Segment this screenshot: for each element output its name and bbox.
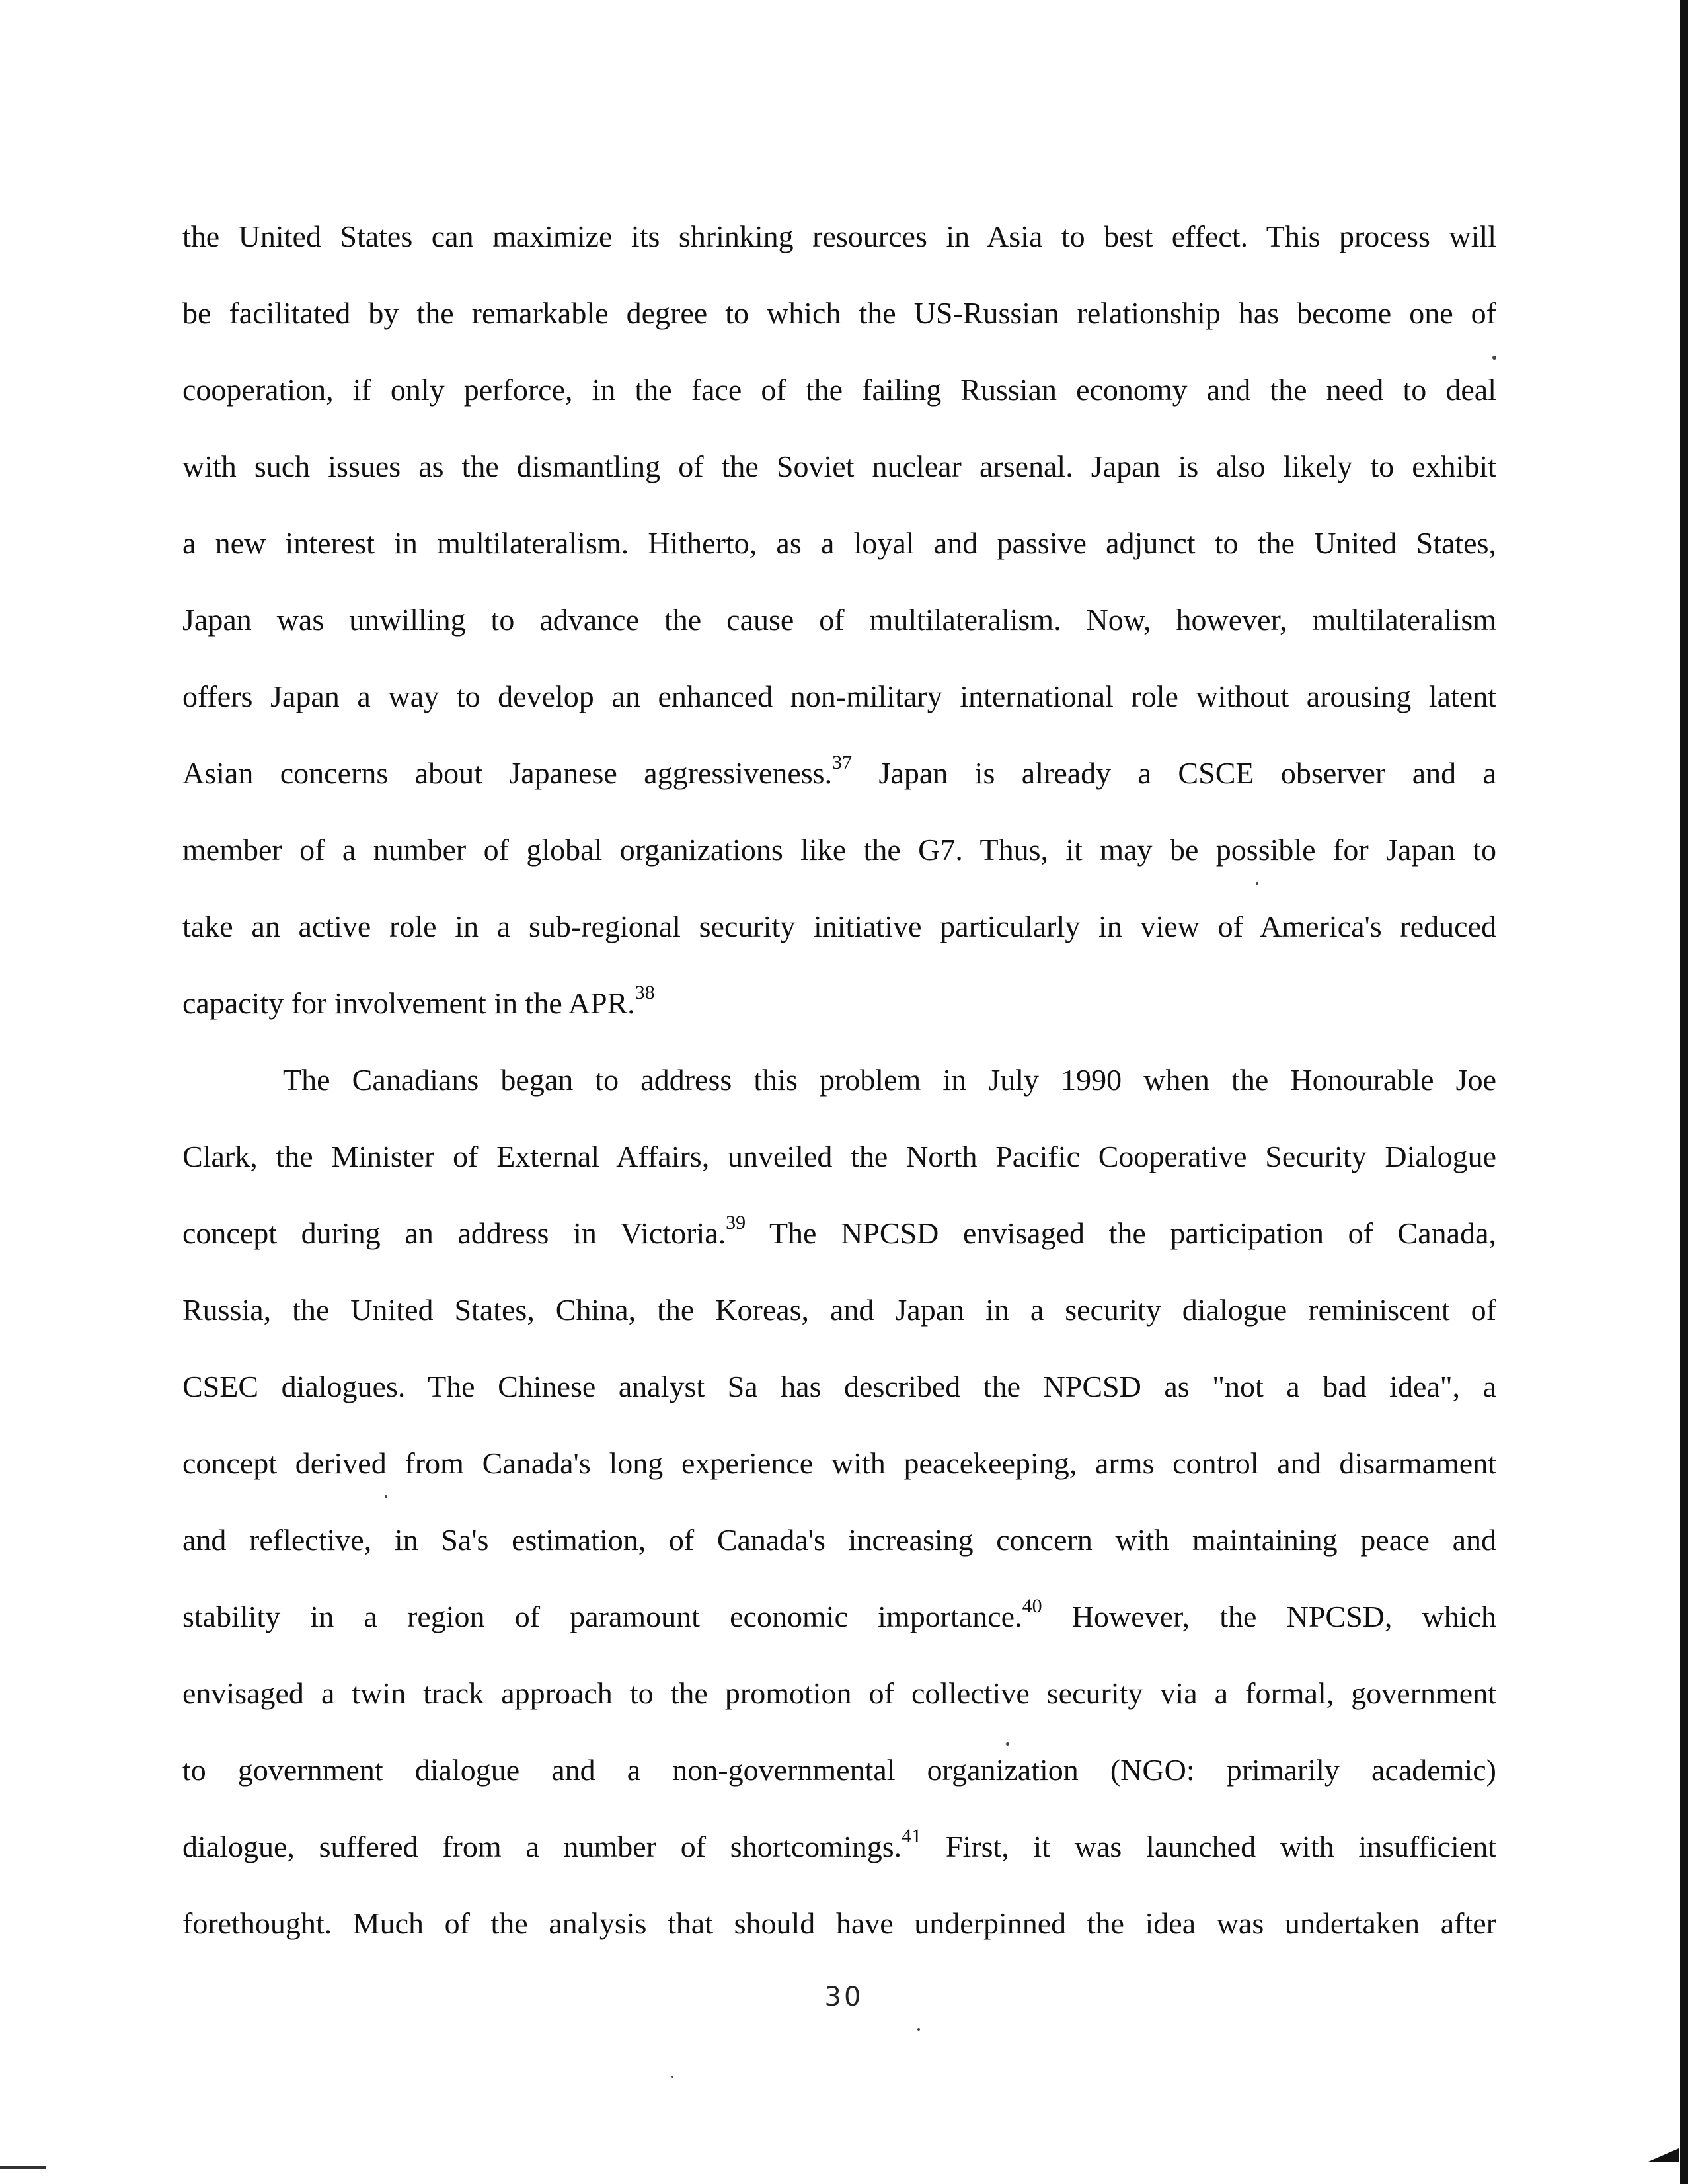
paragraph-1-line-11 (182, 980, 1496, 1056)
footnote-ref-37: 37 (832, 751, 853, 773)
paragraph-1-line-8-text: Asian concerns about Japanese aggressiveness. (182, 756, 833, 790)
paragraph-2-line-11-tail: First, it was launched with insufficient (921, 1830, 1496, 1863)
scan-speck (1492, 356, 1496, 360)
footnote-ref-38: 38 (634, 981, 655, 1003)
paragraph-2-line-1: The Canadians began to address this problem in July 1990 when the Honourable Joe (283, 1063, 1496, 1097)
scan-edge-border (1680, 0, 1688, 2184)
paragraph-2-line-7: and reflective, in Sa's estimation, of Canada's increasing concern with maintaining peace and (182, 1523, 1496, 1557)
scan-corner-mark (1648, 2148, 1679, 2162)
paragraph-2-line-8 (182, 1593, 1496, 1670)
scan-speck (917, 2028, 920, 2031)
paragraph-1-line-10: take an active role in a sub-regional security initiative particularly in view of America's reduced (182, 910, 1496, 943)
paragraph-2-line-4: Russia, the United States, China, the Koreas, and Japan in a security dialogue reminiscent of (182, 1293, 1496, 1327)
paragraph-2-line-2: Clark, the Minister of External Affairs, unveiled the North Pacific Cooperative Security Dialogue (182, 1140, 1496, 1173)
paragraph-2-line-8-tail: However, the NPCSD, which (1042, 1600, 1496, 1633)
paragraph-1-line-9: member of a number of global organizations like the G7. Thus, it may be possible for Japan to (182, 833, 1496, 867)
paragraph-1-line-4: with such issues as the dismantling of the Soviet nuclear arsenal. Japan is also likely to exhibit (182, 449, 1496, 483)
footnote-ref-41: 41 (902, 1824, 922, 1847)
scan-speck (385, 1495, 387, 1498)
paragraph-2-line-9: envisaged a twin track approach to the promotion of collective security via a formal, government (182, 1676, 1496, 1710)
paragraph-2-line-5: CSEC dialogues. The Chinese analyst Sa has described the NPCSD as "not a bad idea", a (182, 1370, 1496, 1403)
paragraph-2-line-10: to government dialogue and a non-governmental organization (NGO: primarily academic) (182, 1753, 1496, 1787)
paragraph-1-line-2: be facilitated by the remarkable degree to which the US-Russian relationship has become one of (182, 296, 1496, 330)
paragraph-1-line-3: cooperation, if only perforce, in the face of the failing Russian economy and the need to deal (182, 373, 1496, 407)
paragraph-1-line-1: the United States can maximize its shrinking resources in Asia to best effect. This process will (182, 219, 1496, 253)
paragraph-2-line-3-text: concept during an address in Victoria. (182, 1216, 726, 1250)
body-text (182, 213, 1496, 1976)
scan-speck (671, 2076, 673, 2078)
paragraph-2-line-8-text: stability in a region of paramount economic importance. (182, 1600, 1022, 1633)
paragraph-1-line-11-text: capacity for involvement in the APR. (182, 986, 635, 1020)
paragraph-1-line-5: a new interest in multilateralism. Hitherto, as a loyal and passive adjunct to the United States, (182, 526, 1496, 560)
paragraph-2-line-11-text: dialogue, suffered from a number of shortcomings. (182, 1830, 902, 1863)
paragraph-1-line-6: Japan was unwilling to advance the cause of multilateralism. Now, however, multilateralism (182, 603, 1496, 637)
paragraph-2-line-12: forethought. Much of the analysis that should have underpinned the idea was undertaken after (182, 1906, 1496, 1940)
paragraph-2-line-6: concept derived from Canada's long experience with peacekeeping, arms control and disarmament (182, 1446, 1496, 1480)
paragraph-2-line-3-tail: The NPCSD envisaged the participation of Canada, (746, 1216, 1496, 1250)
paragraph-2-line-11 (182, 1823, 1496, 1900)
paragraph-2-line-3 (182, 1210, 1496, 1286)
paragraph-1-line-8-tail: Japan is already a CSCE observer and a (852, 756, 1496, 790)
scan-speck (1256, 882, 1258, 885)
scan-speck (1006, 1742, 1009, 1746)
footnote-ref-40: 40 (1022, 1594, 1042, 1617)
paragraph-1-line-7: offers Japan a way to develop an enhanced non-military international role without arousing latent (182, 680, 1496, 713)
scan-edge-mark (0, 2166, 46, 2169)
page-number: 30 (824, 1982, 864, 2012)
footnote-ref-39: 39 (726, 1211, 746, 1233)
paragraph-1-line-8 (182, 750, 1496, 826)
